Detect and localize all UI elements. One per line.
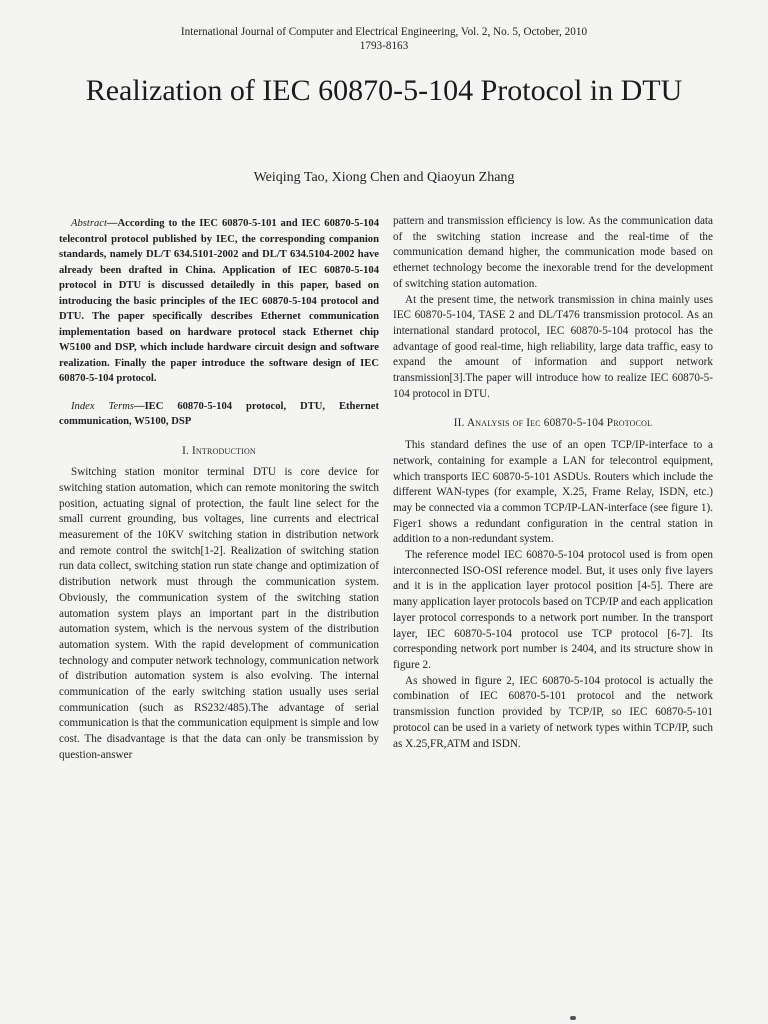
section-heading-introduction: I. Introduction [182, 444, 256, 457]
index-terms-lead: Index Terms [71, 400, 134, 412]
author-list: Weiqing Tao, Xiong Chen and Qiaoyun Zhang [253, 170, 515, 185]
paper-title: Realization of IEC 60870-5-104 Protocol in DTU [85, 74, 683, 107]
analysis-paragraph-3: As showed in figure 2, IEC 60870-5-104 protocol is actually the combination of IEC 60870-5-101 protocol and the network transmission function provided by TCP/IP, so IEC 60870-5-101 protocol can be used in a variety of network types within TCP/IP, such as X.25,FR,ATM and ISDN. [393, 674, 713, 750]
section-heading-analysis: II. Analysis of Iec 60870-5-104 Protocol [453, 417, 653, 430]
introduction-continued-paragraph: pattern and transmission efficiency is low. As the communication data of the switching station increase and the real-time of the communication demand higher, the communication mode based on ethernet technology become the inexorable trend for the development of switching station automation. [393, 215, 713, 290]
index-terms [59, 399, 379, 430]
index-terms-text: —IEC 60870-5-104 protocol, DTU, Ethernet communication, W5100, DSP [59, 400, 379, 427]
abstract-text: —According to the IEC 60870-5-101 and IEC 60870-5-104 telecontrol protocol published by IEC, the corresponding companion standards, namely DL/T 634.5101-2002 and DL/T 634.5104-2002 have already been drafted in China. Application of IEC 60870-5-104 protocol in DTU is discussed detailedly in this paper, based on introducing the basic principles of the IEC 60870-5-104 protocol and DTU. The paper specifically describes Ethernet communication implementation based on hardware protocol stack Ethernet chip W5100 and DSP, which include hardware circuit design and software realization. Finally the paper introduce the software design of IEC 60870-5-104 protocol. [59, 218, 379, 384]
analysis-paragraph-2: The reference model IEC 60870-5-104 protocol used is from open interconnected ISO-OSI reference model. But, it uses only five layers and it is in the application layer protocol position [4-5]. There are many application layer protocols based on TCP/IP and each application layer protocol corresponds to a network port number. In the transport layer, IEC 60870-5-104 protocol use TCP protocol [6-7]. Its corresponding network port number is 2404, and its structure show in figure 2. [393, 549, 713, 671]
abstract-lead: Abstract [71, 218, 107, 229]
left-column [59, 216, 379, 764]
right-column [393, 214, 713, 752]
issn-line: 1793-8163 [359, 40, 409, 52]
introduction-paragraph: Switching station monitor terminal DTU is core device for switching station automation, which can remote monitoring the switch position, actuating signal of protection, the fault line select for the small current grounding, bus voltages, line currents and electrical measurement of the 10KV switching station in distribution network and remote control the switch[1-2]. Realization of switching station run data collect, switching station run state change and optimization of distribution network must through the communication system. Obviously, the communication system of the switching station automation system plays an important part in the distribution automation system, which is the nervous system of the distribution automation system. With the rapid development of communication technology and computer network technology, communication network of distribution automation system is also evolving. The internal communication of the early switching station usually uses serial communication (such as RS232/485).The advantage of serial communication is that the communication equipment is simple and low cost. The disadvantage is that the data can only be transmission by question-answer [59, 466, 379, 761]
abstract [59, 216, 379, 387]
journal-header: International Journal of Computer and Electrical Engineering, Vol. 2, No. 5, October, 2010 [180, 26, 588, 38]
introduction-paragraph-2: At the present time, the network transmission in china mainly uses IEC 60870-5-104, TASE 2 and DL/T476 transmission protocol. As an international standard protocol, IEC 60870-5-104 protocol has the advantage of good real-time, high reliability, large data traffic, easy to expand the amount of information and support network transmission[3].The paper will introduce how to realize IEC 60870-5-104 protocol in DTU. [393, 293, 713, 400]
page-mark [570, 1016, 576, 1020]
analysis-paragraph-1: This standard defines the use of an open TCP/IP-interface to a network, containing for example a LAN for telecontrol equipment, which transports IEC 60870-5-101 ASDUs. Routers which include the different WAN-types (for example, X.25, Frame Relay, ISDN, etc.) may be connected via a common TCP/IP-LAN-interface (see figure 1). Figer1 shows a redundant configuration in the central station in addition to a non-redundant system. [393, 439, 713, 546]
